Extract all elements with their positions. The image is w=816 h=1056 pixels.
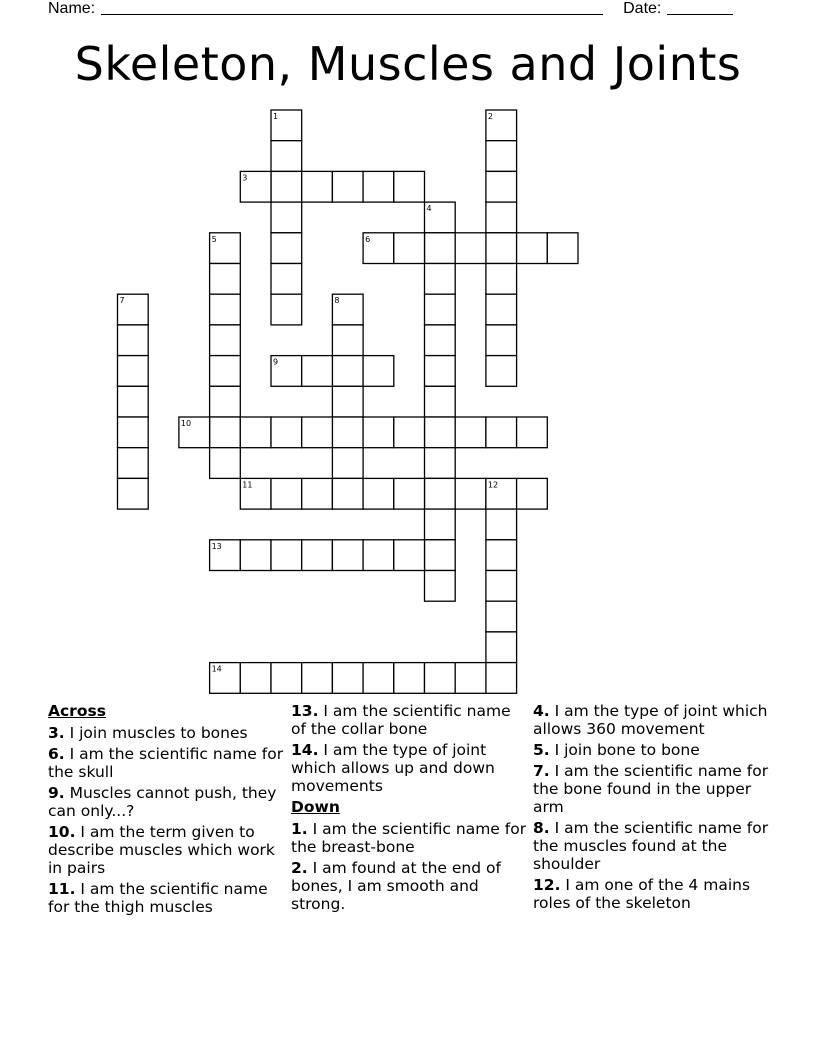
grid-cell[interactable] xyxy=(302,356,333,387)
grid-cell[interactable] xyxy=(332,540,363,571)
grid-cell[interactable] xyxy=(210,294,241,325)
grid-cell[interactable] xyxy=(240,663,271,694)
clue-text: I am found at the end of bones, I am smooth and strong. xyxy=(291,859,501,913)
grid-cell[interactable] xyxy=(271,264,302,295)
grid-cell[interactable] xyxy=(486,141,517,172)
grid-cell[interactable] xyxy=(486,171,517,202)
grid-cell[interactable] xyxy=(118,356,149,387)
across-clue-14 xyxy=(291,741,527,795)
grid-cell[interactable] xyxy=(363,663,394,694)
clue-number: 3. xyxy=(48,724,65,742)
grid-cell[interactable] xyxy=(486,540,517,571)
grid-cell[interactable] xyxy=(271,478,302,509)
grid-cell[interactable] xyxy=(210,325,241,356)
across-clue-6 xyxy=(48,745,284,781)
grid-cell[interactable] xyxy=(210,417,241,448)
across-clue-13 xyxy=(291,702,527,738)
clue-text: I am the scientific name of the collar bone xyxy=(291,702,511,738)
grid-cell[interactable] xyxy=(517,233,548,264)
grid-cell[interactable] xyxy=(517,478,548,509)
clue-number-label: 10 xyxy=(180,419,192,428)
clue-number: 7. xyxy=(533,762,550,780)
grid-cell[interactable] xyxy=(486,663,517,694)
grid-cell[interactable] xyxy=(486,356,517,387)
clue-number: 2. xyxy=(291,859,308,877)
clue-number: 13. xyxy=(291,702,319,720)
grid-cell[interactable] xyxy=(486,202,517,233)
grid-cell[interactable] xyxy=(363,417,394,448)
grid-cell[interactable] xyxy=(302,171,333,202)
down-clue-5 xyxy=(533,741,773,759)
clue-number: 4. xyxy=(533,702,550,720)
grid-cell[interactable] xyxy=(363,356,394,387)
grid-cell[interactable] xyxy=(486,571,517,602)
grid-cell[interactable] xyxy=(240,417,271,448)
clue-number: 6. xyxy=(48,745,65,763)
grid-cell[interactable] xyxy=(425,478,456,509)
grid-cell[interactable] xyxy=(486,601,517,632)
grid-cell[interactable] xyxy=(425,509,456,540)
clue-number: 5. xyxy=(533,741,550,759)
clue-column-1 xyxy=(48,702,284,919)
grid-cell[interactable] xyxy=(271,417,302,448)
grid-cell[interactable] xyxy=(425,417,456,448)
grid-cell[interactable] xyxy=(332,325,363,356)
grid-cell[interactable] xyxy=(118,325,149,356)
clue-number-label: 1 xyxy=(273,112,279,121)
grid-cell[interactable] xyxy=(486,294,517,325)
clue-text: I am the scientific name for the muscles found at the shoulder xyxy=(533,819,769,873)
clue-number-label: 4 xyxy=(426,204,432,214)
grid-cell[interactable] xyxy=(118,478,149,509)
grid-cell[interactable] xyxy=(425,571,456,602)
down-clue-7 xyxy=(533,762,773,816)
grid-cell[interactable] xyxy=(210,356,241,387)
clue-number-label: 7 xyxy=(119,296,125,306)
grid-cell[interactable] xyxy=(517,417,548,448)
grid-cell[interactable] xyxy=(486,417,517,448)
down-clue-1 xyxy=(291,820,527,856)
clue-number: 11. xyxy=(48,880,76,898)
clue-number: 14. xyxy=(291,741,319,759)
grid-cell[interactable] xyxy=(486,632,517,663)
grid-cell[interactable] xyxy=(394,233,425,264)
grid-cell[interactable] xyxy=(455,233,486,264)
grid-cell[interactable] xyxy=(271,233,302,264)
grid-cell[interactable] xyxy=(210,386,241,417)
grid-cell[interactable] xyxy=(425,264,456,295)
grid-cell[interactable] xyxy=(394,540,425,571)
grid-cell[interactable] xyxy=(118,417,149,448)
clue-text: I join bone to bone xyxy=(554,741,700,759)
grid-cell[interactable] xyxy=(363,540,394,571)
clue-number: 8. xyxy=(533,819,550,837)
across-clue-9 xyxy=(48,784,284,820)
clue-number: 10. xyxy=(48,823,76,841)
grid-cell[interactable] xyxy=(332,356,363,387)
clue-number-label: 9 xyxy=(273,357,279,367)
across-clue-3 xyxy=(48,724,284,742)
grid-cell[interactable] xyxy=(271,141,302,172)
clue-number-label: 13 xyxy=(211,541,222,551)
grid-cell[interactable] xyxy=(425,448,456,479)
grid-cell[interactable] xyxy=(240,540,271,571)
grid-cell[interactable] xyxy=(394,171,425,202)
clue-number-label: 11 xyxy=(242,480,253,490)
grid-cell[interactable] xyxy=(394,478,425,509)
grid-cell[interactable] xyxy=(363,171,394,202)
down-clue-12 xyxy=(533,876,773,912)
clue-number: 1. xyxy=(291,820,308,838)
grid-cell[interactable] xyxy=(302,417,333,448)
grid-cell[interactable] xyxy=(210,264,241,295)
clue-number-label: 5 xyxy=(211,234,217,244)
clue-number-label: 3 xyxy=(242,173,248,183)
clue-text: I am one of the 4 mains roles of the skeleton xyxy=(533,876,751,912)
grid-cell[interactable] xyxy=(394,663,425,694)
down-clue-2 xyxy=(291,859,527,913)
clue-text: I am the term given to describe muscles which work in pairs xyxy=(48,823,275,877)
grid-cell[interactable] xyxy=(455,478,486,509)
grid-cell[interactable] xyxy=(118,448,149,479)
grid-cell[interactable] xyxy=(302,663,333,694)
clue-number-label: 14 xyxy=(211,664,222,674)
grid-cell[interactable] xyxy=(425,294,456,325)
down-clue-8 xyxy=(533,819,773,873)
clue-text: I am the scientific name for the thigh muscles xyxy=(48,880,268,916)
grid-cell[interactable] xyxy=(271,294,302,325)
page-title: Skeleton, Muscles and Joints xyxy=(74,37,742,91)
across-clue-11 xyxy=(48,880,284,916)
clue-number: 9. xyxy=(48,784,65,802)
clue-text: I join muscles to bones xyxy=(69,724,248,742)
clue-text: I am the type of joint which allows 360 movement xyxy=(533,702,768,738)
grid-cell[interactable] xyxy=(210,448,241,479)
clue-text: I am the type of joint which allows up and down movements xyxy=(291,741,495,795)
grid-cell[interactable] xyxy=(486,264,517,295)
grid-cell[interactable] xyxy=(332,171,363,202)
grid-cell[interactable] xyxy=(332,663,363,694)
grid-cell[interactable] xyxy=(332,417,363,448)
clue-number-label: 2 xyxy=(487,112,493,121)
grid-cell[interactable] xyxy=(425,233,456,264)
across-heading: Across xyxy=(48,702,106,720)
grid-cell[interactable] xyxy=(332,386,363,417)
grid-cell[interactable] xyxy=(332,478,363,509)
clue-text: I am the scientific name for the skull xyxy=(48,745,284,781)
grid-cell[interactable] xyxy=(363,478,394,509)
grid-cell[interactable] xyxy=(302,540,333,571)
grid-cell[interactable] xyxy=(394,417,425,448)
grid-cell[interactable] xyxy=(118,386,149,417)
clue-number: 12. xyxy=(533,876,561,894)
clue-number-label: 12 xyxy=(487,480,499,490)
grid-cell[interactable] xyxy=(332,448,363,479)
clue-text: I am the scientific name for the bone found in the upper arm xyxy=(533,762,769,816)
name-label: Name: xyxy=(48,0,96,17)
grid-cell[interactable] xyxy=(455,663,486,694)
grid-cell[interactable] xyxy=(425,663,456,694)
grid-cell[interactable] xyxy=(271,202,302,233)
grid-cell[interactable] xyxy=(271,171,302,202)
clue-text: Muscles cannot push, they can only...? xyxy=(48,784,277,820)
clue-number-label: 8 xyxy=(334,296,340,306)
grid-cell[interactable] xyxy=(271,540,302,571)
grid-cell[interactable] xyxy=(302,478,333,509)
grid-cell[interactable] xyxy=(486,325,517,356)
clue-column-2 xyxy=(291,702,527,916)
date-label: Date: xyxy=(623,0,662,17)
clue-text: I am the scientific name for the breast-bone xyxy=(291,820,527,856)
grid-cell[interactable] xyxy=(486,233,517,264)
grid-cell[interactable] xyxy=(271,663,302,694)
down-clue-4 xyxy=(533,702,773,738)
clue-number-label: 6 xyxy=(365,234,371,244)
grid-cell[interactable] xyxy=(425,386,456,417)
down-heading: Down xyxy=(291,798,340,816)
clue-column-3 xyxy=(533,702,773,915)
across-clue-10 xyxy=(48,823,284,877)
grid-cell[interactable] xyxy=(425,540,456,571)
grid-cell[interactable] xyxy=(486,509,517,540)
grid-cell[interactable] xyxy=(455,417,486,448)
grid-cell[interactable] xyxy=(425,356,456,387)
grid-cell[interactable] xyxy=(425,325,456,356)
grid-cell[interactable] xyxy=(547,233,578,264)
